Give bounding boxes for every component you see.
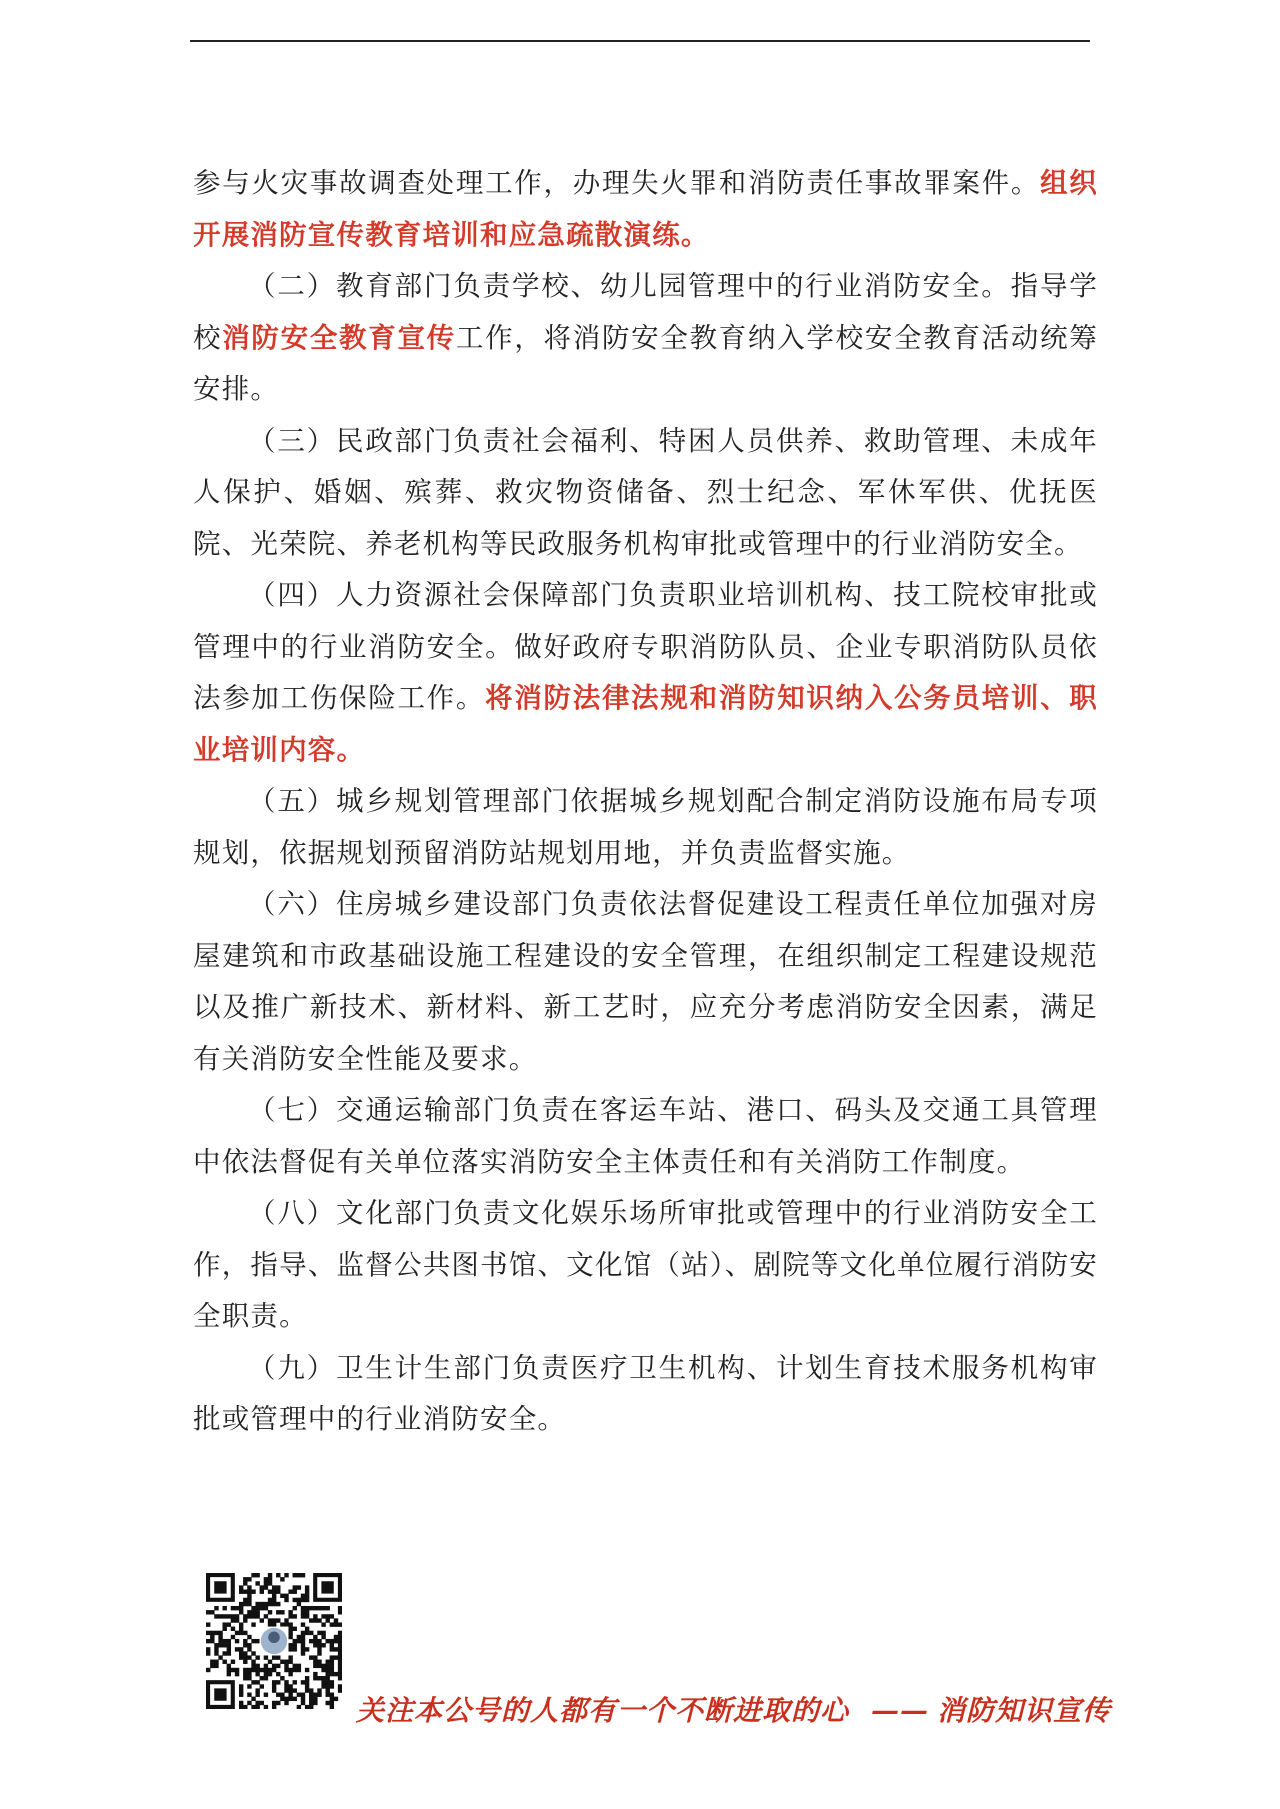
body-text: （三）民政部门负责社会福利、特困人员供养、救助管理、未成年人保护、婚姻、殡葬、救灾物资储备、烈士纪念、军休军供、优抚医院、光荣院、养老机构等民政服务机构审批或管理中的行业消防安全。 bbox=[193, 424, 1098, 560]
paragraph bbox=[193, 261, 1098, 416]
footer-signature: 消防知识宣传 bbox=[937, 1694, 1112, 1727]
body-text: （九）卫生计生部门负责医疗卫生机构、计划生育技术服务机构审批或管理中的行业消防安全。 bbox=[193, 1351, 1098, 1435]
qr-code-graphic bbox=[206, 1573, 342, 1709]
body-text: 参与火灾事故调查处理工作，办理失火罪和消防责任事故罪案件。 bbox=[193, 167, 1041, 199]
body-text: （八）文化部门负责文化娱乐场所审批或管理中的行业消防安全工作，指导、监督公共图书馆、文化馆（站）、剧院等文化单位履行消防安全职责。 bbox=[193, 1197, 1098, 1332]
body-text: （七）交通运输部门负责在客运车站、港口、码头及交通工具管理中依法督促有关单位落实消防安全主体责任和有关消防工作制度。 bbox=[193, 1094, 1098, 1178]
body-text: 工作，将消防安全教育纳入学校安全教育活动统筹安排。 bbox=[193, 321, 1099, 405]
highlighted-text: 将消防法律法规和消防知识纳入公务员培训、职业培训内容。 bbox=[193, 682, 1099, 766]
paragraph bbox=[193, 1343, 1098, 1446]
top-rule bbox=[190, 40, 1090, 42]
paragraph bbox=[193, 1085, 1098, 1188]
qr-code-image bbox=[206, 1573, 342, 1709]
paragraph bbox=[193, 776, 1098, 879]
paragraph bbox=[193, 158, 1098, 261]
paragraph bbox=[193, 1188, 1098, 1343]
footer-separator: —— bbox=[871, 1694, 930, 1727]
body-text: （六）住房城乡建设部门负责依法督促建设工程责任单位加强对房屋建筑和市政基础设施工程建设的安全管理，在组织制定工程建设规范以及推广新技术、新材料、新工艺时，应充分考虑消防安全因素，满足有关消防安全性能及要求。 bbox=[193, 888, 1098, 1075]
highlighted-text: 组织开展消防宣传教育培训和应急疏散演练。 bbox=[193, 167, 1098, 251]
body-text: （二）教育部门负责学校、幼儿园管理中的行业消防安全。指导学校 bbox=[193, 270, 1098, 354]
body-text: （四）人力资源社会保障部门负责职业培训机构、技工院校审批或管理中的行业消防安全。做好政府专职消防队员、企业专职消防队员依法参加工伤保险工作。 bbox=[193, 579, 1098, 714]
paragraph bbox=[193, 416, 1098, 571]
highlighted-text: 消防安全教育宣传 bbox=[222, 321, 456, 354]
footer-slogan bbox=[356, 1689, 1111, 1729]
body-text: （五）城乡规划管理部门依据城乡规划配合制定消防设施布局专项规划，依据规划预留消防站规划用地，并负责监督实施。 bbox=[193, 785, 1098, 869]
document-body bbox=[193, 158, 1098, 1446]
paragraph bbox=[193, 570, 1098, 776]
footer-slogan-text: 关注本公号的人都有一个不断进取的心 bbox=[356, 1694, 850, 1727]
paragraph bbox=[193, 879, 1098, 1085]
